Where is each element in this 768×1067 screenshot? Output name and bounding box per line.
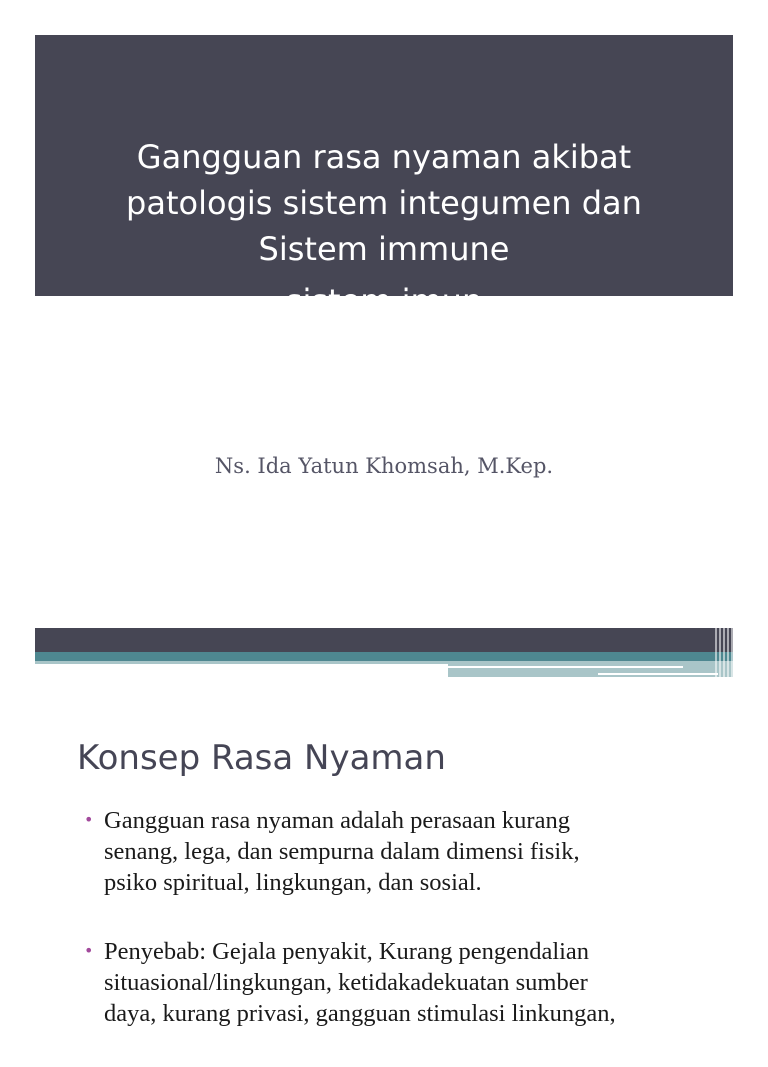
author-name: Ns. Ida Yatun Khomsah, M.Kep.	[214, 454, 554, 478]
section-title: Konsep Rasa Nyaman	[77, 738, 446, 778]
divider-dark-band	[35, 628, 733, 652]
divider-white-line	[598, 673, 718, 675]
divider-stripes	[713, 628, 733, 678]
bullet-icon: •	[84, 941, 94, 960]
slide-divider-decoration	[35, 628, 733, 678]
bullet-text: Penyebab: Gejala penyakit, Kurang pengendalian situasional/lingkungan, ketidakadekuatan sumber daya, kurang privasi, gangguan stimulasi linkungan,	[104, 938, 616, 1027]
title-banner	[35, 35, 733, 320]
bullet-list	[82, 805, 702, 1067]
slide-title: Gangguan rasa nyaman akibat patologis sistem integumen dan Sistem immune	[126, 138, 642, 268]
list-item	[82, 805, 702, 898]
bullet-icon: •	[84, 810, 94, 829]
clipped-title-text: sistem imun	[285, 282, 483, 320]
bullet-text: Gangguan rasa nyaman adalah perasaan kurang senang, lega, dan sempurna dalam dimensi fisik, psiko spiritual, lingkungan, dan sosial.	[104, 807, 580, 896]
list-item	[82, 936, 702, 1029]
divider-teal-band	[35, 652, 733, 661]
divider-white-line	[448, 666, 683, 668]
